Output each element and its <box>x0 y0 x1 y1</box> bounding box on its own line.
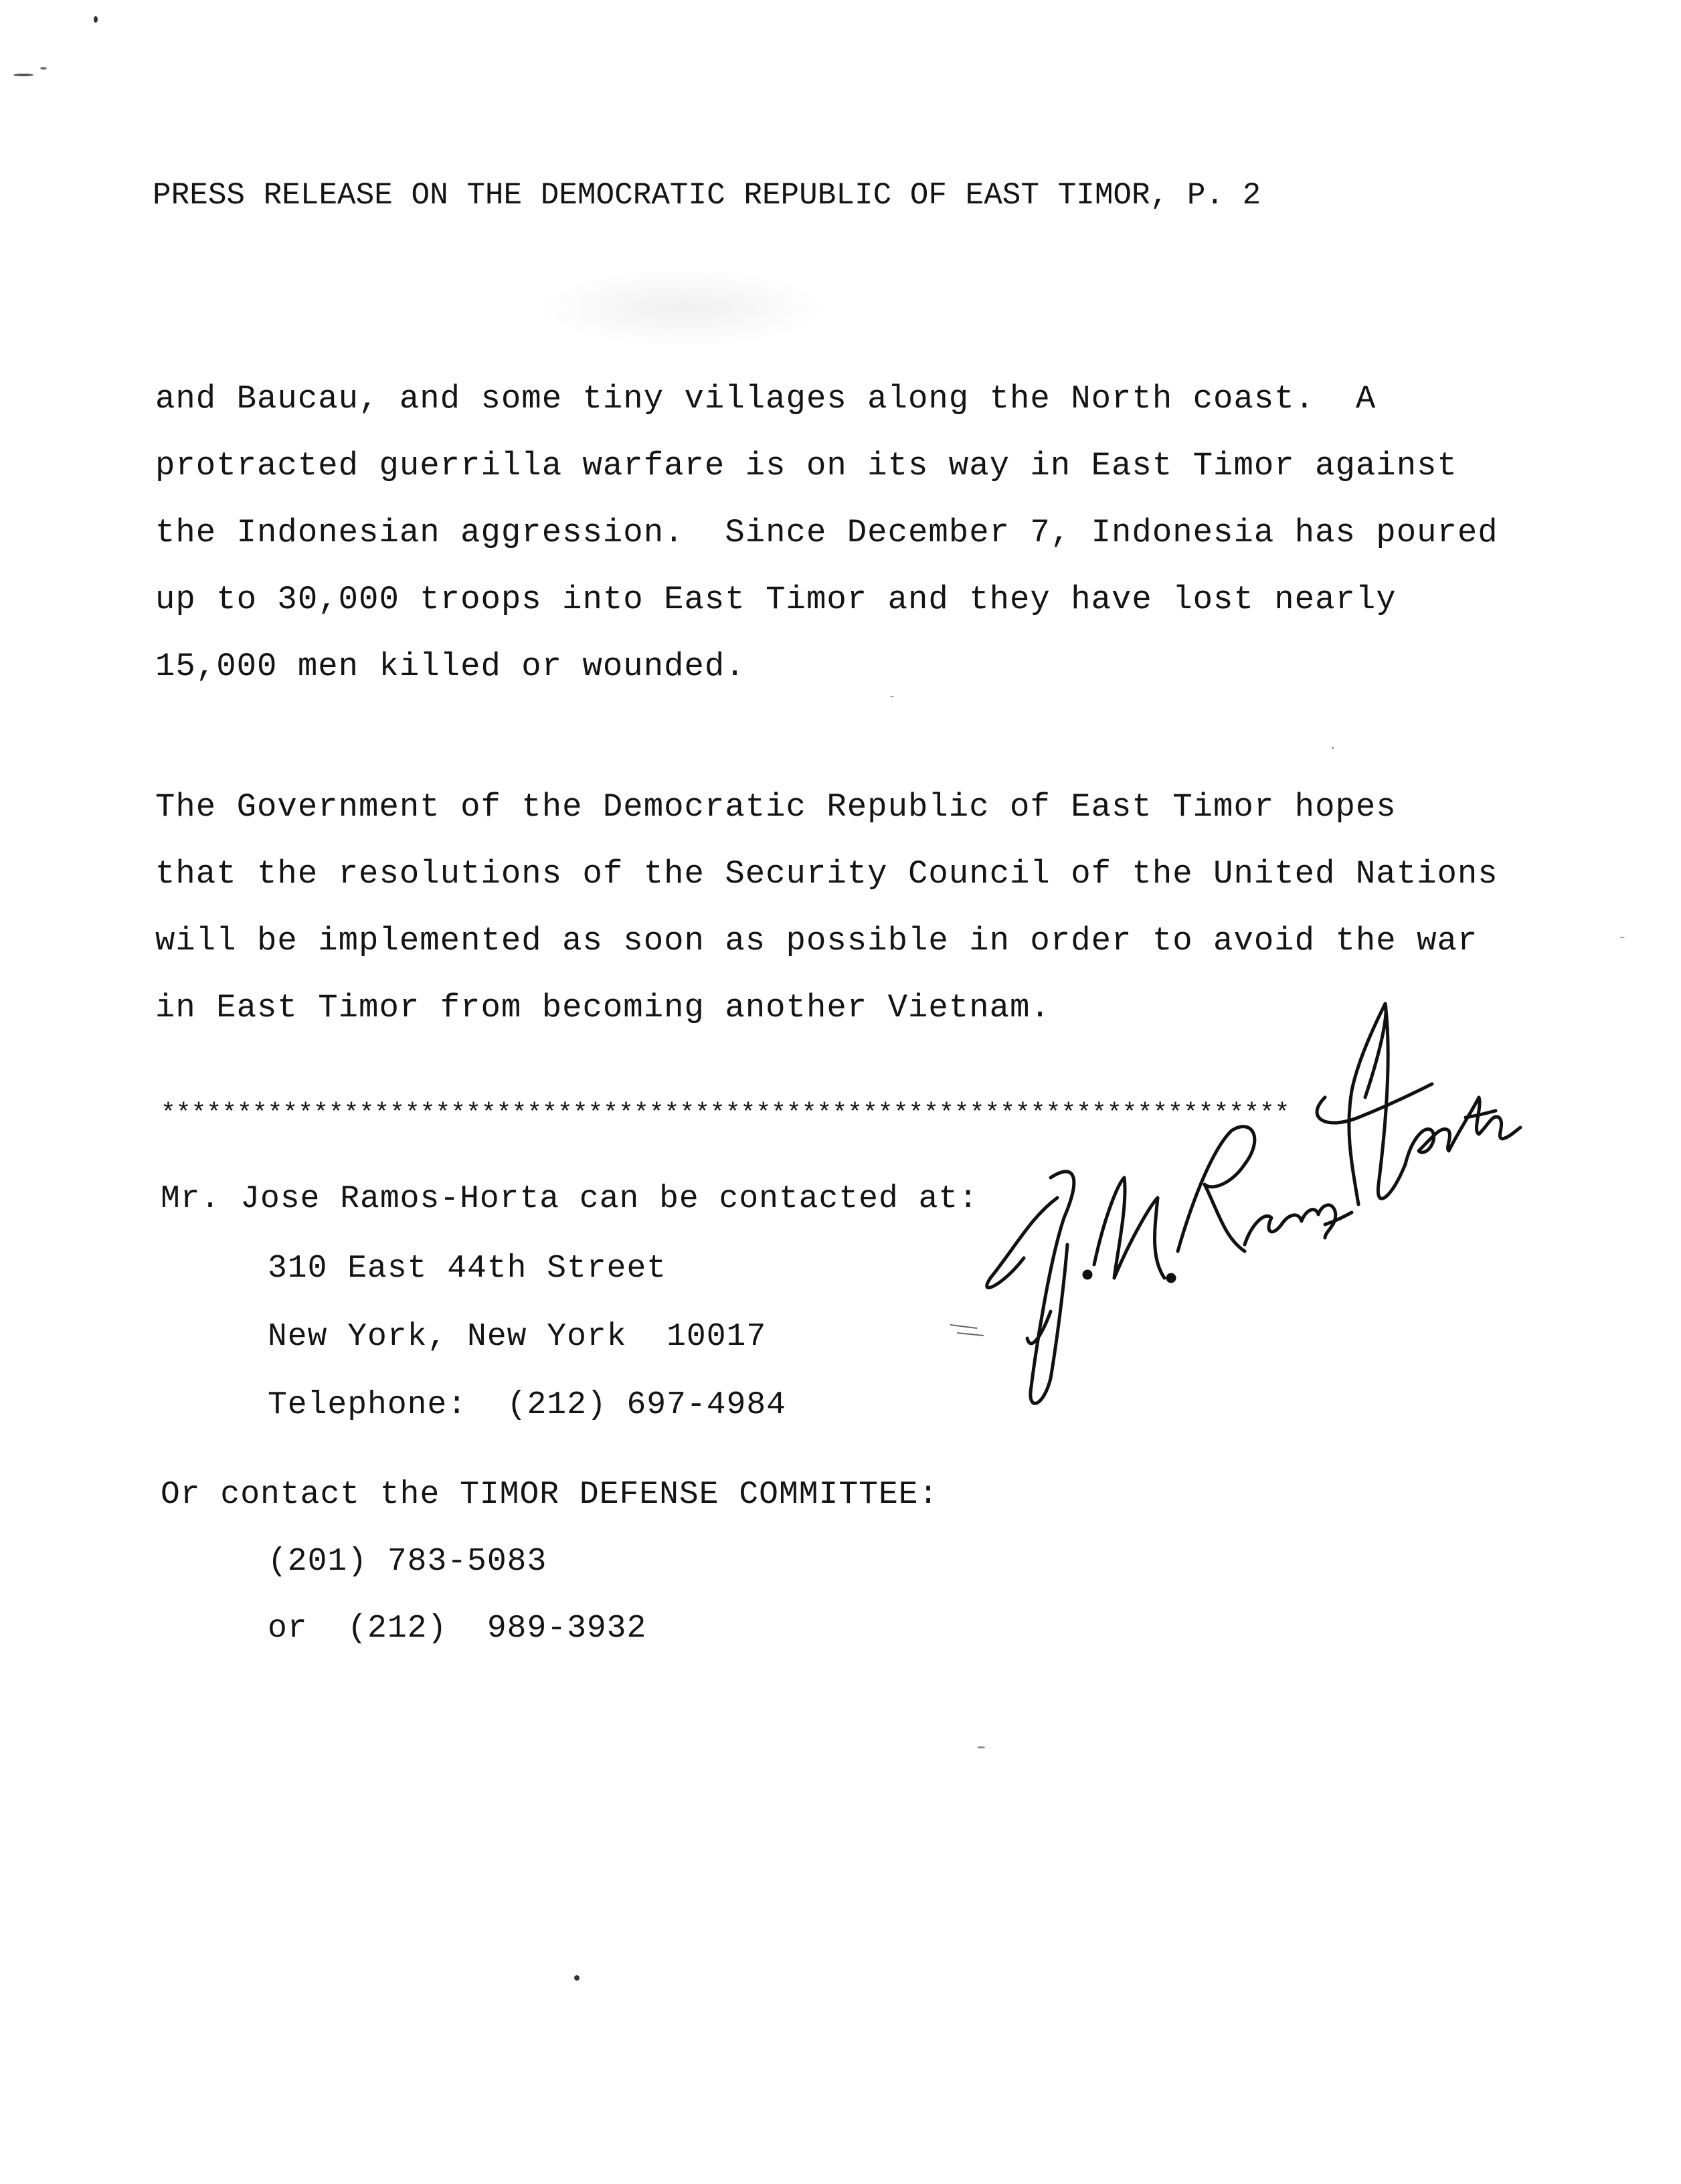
address-line-2: New York, New York 10017 <box>268 1319 767 1355</box>
page-header: PRESS RELEASE ON THE DEMOCRATIC REPUBLIC OF EAST TIMOR, P. 2 <box>153 178 1261 213</box>
scan-speck <box>1619 937 1625 938</box>
paragraph2-line-3: will be implemented as soon as possible in order to avoid the war <box>155 922 1478 960</box>
scan-speck <box>1332 747 1334 749</box>
handwritten-signature <box>950 964 1526 1445</box>
paragraph2-line-4: in East Timor from becoming another Vietnam. <box>155 989 1051 1026</box>
paragraph1-line-4: up to 30,000 troops into East Timor and they have lost nearly <box>155 581 1397 618</box>
scan-speck <box>977 1746 985 1748</box>
committee-phone-2: or (212) 989-3932 <box>268 1611 647 1647</box>
paragraph1-line-2: protracted guerrilla warfare is on its way in East Timor against <box>155 447 1457 484</box>
contact-intro: Mr. Jose Ramos-Horta can be contacted at: <box>161 1181 978 1217</box>
paragraph1-line-3: the Indonesian aggression. Since December 7, Indonesia has poured <box>155 514 1498 551</box>
telephone-line: Telephone: (212) 697-4984 <box>268 1387 786 1423</box>
committee-phone-1: (201) 783-5083 <box>268 1544 547 1580</box>
scan-speck <box>13 74 33 76</box>
paper-smudge <box>535 268 830 348</box>
paragraph2-line-1: The Government of the Democratic Republic of East Timor hopes <box>155 788 1397 826</box>
committee-intro: Or contact the TIMOR DEFENSE COMMITTEE: <box>161 1477 939 1513</box>
address-line-1: 310 East 44th Street <box>268 1251 667 1287</box>
paragraph1-line-5: 15,000 men killed or wounded. <box>155 648 745 685</box>
asterisk-separator: ************************************************************************** <box>161 1099 1290 1128</box>
paragraph1-line-1: and Baucau, and some tiny villages along the North coast. A <box>155 380 1377 418</box>
scan-speck <box>574 1975 580 1981</box>
scan-speck <box>94 16 98 23</box>
scan-speck <box>40 67 47 70</box>
scan-speck <box>890 696 894 697</box>
paragraph2-line-2: that the resolutions of the Security Council of the United Nations <box>155 855 1498 893</box>
